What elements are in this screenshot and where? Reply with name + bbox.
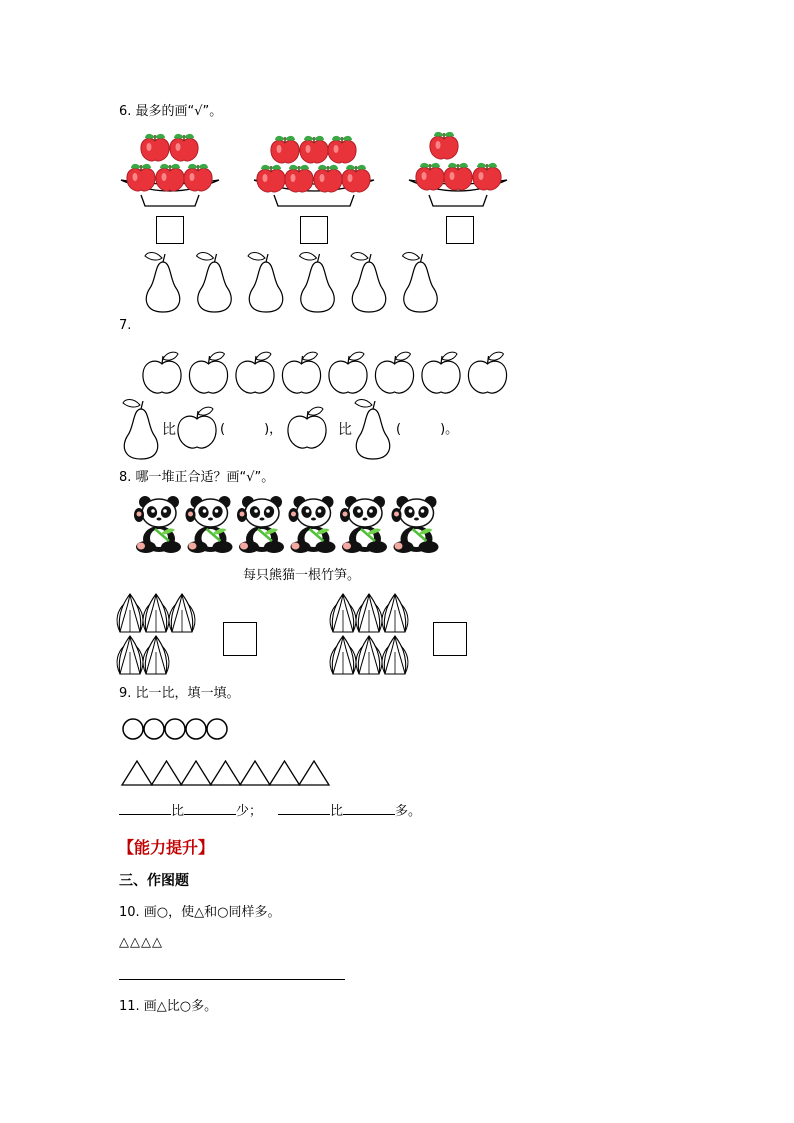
- q8-caption: 每只熊猫一根竹笋。: [243, 568, 361, 583]
- section-title: 【能力提升】: [118, 838, 215, 857]
- question-6-title: 6. 最多的画“√”。: [119, 104, 223, 119]
- triangle-shape: [270, 761, 300, 785]
- triangle-shape: [240, 761, 270, 785]
- q9-bi-2: 比: [330, 804, 344, 819]
- question-7-title: 7.: [119, 318, 132, 333]
- triangle-shape: [122, 761, 152, 785]
- q7-bi-2: 比: [338, 422, 352, 438]
- q9-blank-3[interactable]: [278, 802, 330, 815]
- triangle-shape: [152, 761, 182, 785]
- q9-shao: 少；: [236, 804, 263, 819]
- q7-answer-1[interactable]: ( )，: [220, 422, 283, 437]
- q10-answer-line[interactable]: [119, 979, 345, 980]
- question-9-title: 9. 比一比，填一填。: [119, 686, 240, 701]
- q9-duo: 多。: [395, 804, 422, 819]
- triangle-shape: [299, 761, 329, 785]
- q7-answer-2[interactable]: ( )。: [396, 422, 459, 437]
- section-subtitle: 三、作图题: [119, 873, 189, 889]
- triangle-shape: [181, 761, 211, 785]
- triangle-shape: [211, 761, 241, 785]
- q9-blank-1[interactable]: [119, 802, 171, 815]
- q7-bi-1: 比: [162, 422, 176, 438]
- q9-blank-2[interactable]: [184, 802, 236, 815]
- q9-blank-4[interactable]: [343, 802, 395, 815]
- q10-triangles: △△△△: [119, 935, 163, 950]
- q9-bi-1: 比: [171, 804, 185, 819]
- question-8-title: 8. 哪一堆正合适？画“√”。: [119, 470, 275, 485]
- q9-fill-line: [119, 802, 421, 820]
- question-11-title: 11. 画△比○多。: [119, 999, 218, 1014]
- question-10-title: 10. 画○，使△和○同样多。: [119, 905, 281, 920]
